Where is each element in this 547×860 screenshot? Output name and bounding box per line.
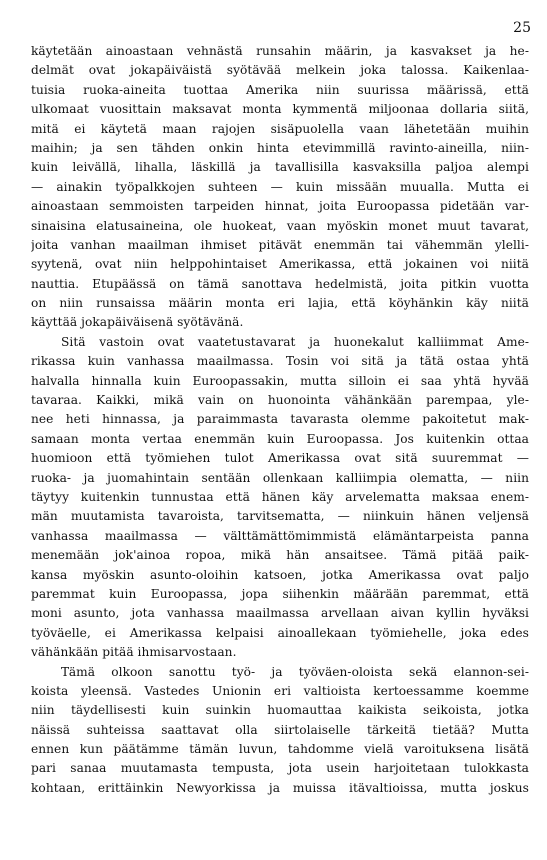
text-line: kansa myöskin asunto-oloihin katsoen, jotka Amerikassa ovat paljo	[31, 567, 529, 582]
text-line: Tämä olkoon sanottu työ- ja työväen-oloista sekä elannon-sei-	[61, 664, 529, 679]
text-line: ennen kun päätämme tämän luvun, tahdomme vielä varoituksena lisätä	[31, 742, 529, 757]
text-line: joita vanhan maailman ihmiset pitävät enemmän tai vähemmän ylelli-	[31, 237, 529, 252]
text-line: näissä suhteissa saattavat olla siirtolaiselle tärkeitä tietää? Mutta	[31, 722, 529, 737]
text-line: niin täydellisesti kuin suinkin huomauttaa kaikista seikoista, jotka	[31, 703, 529, 718]
text-line: syytenä, ovat niin helppohintaiset Amerikassa, että jokainen voi niitä	[31, 257, 529, 272]
text-line: ainoastaan semmoisten tarpeiden hinnat, joita Euroopassa pidetään var-	[31, 199, 529, 214]
paragraph	[31, 333, 529, 663]
text-line: ulkomaat vuosittain maksavat monta kymmentä miljoonaa dollaria siitä,	[31, 102, 529, 117]
text-line: pari sanaa muutamasta tempusta, jota usein harjoitetaan tulokkasta	[31, 761, 529, 776]
text-line: nauttia. Etupäässä on tämä sanottava hedelmistä, joita pitkin vuotta	[31, 276, 529, 291]
text-line: mitä ei käytetä maan rajojen sisäpuolella vaan lähetetään muihin	[31, 121, 529, 136]
text-line: menemään jok'ainoa ropoa, mikä hän ansaitsee. Tämä pitää paik-	[31, 548, 529, 563]
text-line: maihin; ja sen tähden onkin hinta etevimmillä ravinto-aineilla, niin-	[31, 140, 529, 155]
text-line: tavaraa. Kaikki, mikä vain on huonointa vähänkään parempaa, yle-	[31, 393, 529, 408]
text-line: täytyy kuitenkin tunnustaa että hänen käy arvelematta maksaa enem-	[31, 489, 529, 504]
body-text	[31, 42, 529, 798]
text-line: huomioon että työmiehen tulot Amerikassa ovat sitä suuremmat —	[31, 451, 529, 466]
paragraph	[31, 42, 529, 333]
paragraph	[31, 663, 529, 799]
page-number: 25	[513, 20, 531, 36]
text-line: moni asunto, jota vanhassa maailmassa arvellaan aivan kyllin hyväksi	[31, 606, 529, 621]
text-line: samaan monta vertaa enemmän kuin Euroopassa. Jos kuitenkin ottaa	[31, 431, 529, 446]
text-line: tuisia ruoka-aineita tuottaa Amerika niin suurissa määrissä, että	[31, 82, 529, 97]
text-line: käytetään ainoastaan vehnästä runsahin määrin, ja kasvakset ja he-	[31, 44, 529, 58]
text-line: ruoka- ja juomahintain sentään ollenkaan kalliimpia olematta, — niin	[31, 470, 529, 485]
text-line: — ainakin työpalkkojen suhteen — kuin missään muualla. Mutta ei	[31, 179, 529, 194]
text-line: halvalla hinnalla kuin Euroopassakin, mutta silloin ei saa yhtä hyvää	[31, 373, 529, 388]
text-line: paremmat kuin Euroopassa, jopa siihenkin määrään paremmat, että	[31, 586, 529, 601]
text-line: vähänkään pitää ihmisarvostaan.	[31, 645, 237, 660]
text-line: koista yleensä. Vastedes Unionin eri valtioista kertoessamme koemme	[31, 683, 529, 698]
text-line: delmät ovat jokapäiväistä syötävää melkein joka talossa. Kaikenlaa-	[31, 63, 529, 78]
text-line: työväelle, ei Amerikassa kelpaisi ainoallekaan työmiehelle, joka edes	[31, 625, 529, 640]
text-line: män muutamista tavaroista, tarvitsematta, — niinkuin hänen veljensä	[31, 509, 529, 524]
text-line: käyttää jokapäiväisenä syötävänä.	[31, 315, 244, 330]
text-line: sinaisina elatusaineina, ole huokeat, vaan myöskin monet muut tavarat,	[31, 218, 529, 233]
text-line: kuin leivällä, lihalla, läskillä ja tavallisilla kasvaksilla paljoa alempi	[31, 160, 529, 175]
text-line: on niin runsaissa määrin monta eri lajia, että köyhänkin käy niitä	[31, 296, 529, 311]
text-line: rikassa kuin vanhassa maailmassa. Tosin voi sitä ja tätä ostaa yhtä	[31, 354, 529, 369]
text-line: nee heti hinnassa, ja paraimmasta tavarasta olemme pakoitetut mak-	[31, 412, 529, 427]
text-line: vanhassa maailmassa — välttämättömimmistä elämäntarpeista panna	[31, 528, 529, 543]
text-line: Sitä vastoin ovat vaatetustavarat ja huonekalut kalliimmat Ame-	[61, 334, 529, 349]
text-line: kohtaan, erittäinkin Newyorkissa ja muissa itävaltioissa, mutta joskus	[31, 780, 529, 795]
